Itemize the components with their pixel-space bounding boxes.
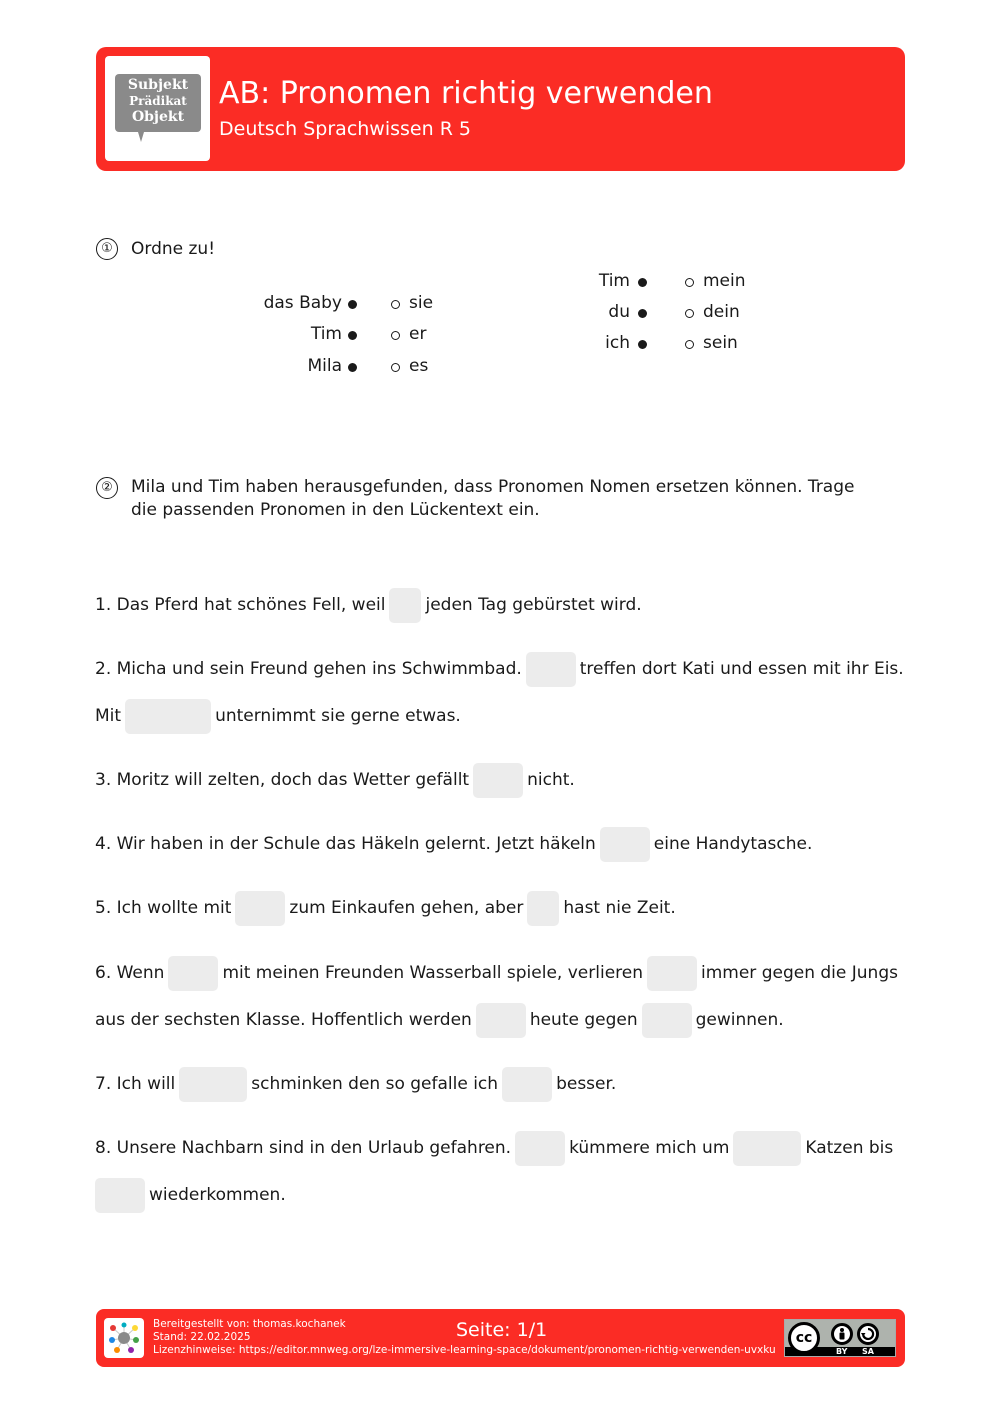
footer-provided-by: Bereitgestellt von: thomas.kochanek [153,1318,346,1330]
network-logo-icon [104,1318,144,1358]
gap-sentence-5: 5. Ich wollte mit zum Einkaufen gehen, aber hast nie Zeit. [95,890,676,926]
match-right-item: es [409,356,429,376]
gap-input[interactable] [515,1131,565,1166]
gap-input[interactable] [600,827,650,862]
match-right-item: er [409,324,427,344]
page-title: AB: Pronomen richtig verwenden [219,76,713,111]
gap-input[interactable] [476,1003,526,1038]
footer-license-link[interactable]: Lizenzhinweise: https://editor.mnweg.org/lze-immersive-learning-space/dokument/pronomen-richtig-verwenden-uvxku [153,1344,776,1356]
match-right-item: sie [409,293,434,313]
worksheet-footer [96,1309,905,1367]
gap-sentence-3: 3. Moritz will zelten, doch das Wetter gefällt nicht. [95,762,575,798]
gap-input[interactable] [502,1067,552,1102]
gap-input[interactable] [473,763,523,798]
logo-line-1: Subjekt [127,77,189,93]
match-end-dot[interactable] [391,331,400,340]
page-subtitle: Deutsch Sprachwissen R 5 [219,118,472,140]
task-2-instruction-line-1: Mila und Tim haben herausgefunden, dass Pronomen Nomen ersetzen können. Trage [131,477,855,497]
gap-input[interactable] [527,891,559,926]
match-start-dot[interactable] [348,300,357,309]
gap-sentence-2b: Mit unternimmt sie gerne etwas. [95,698,461,734]
worksheet-header [96,47,905,171]
match-end-dot[interactable] [685,278,694,287]
match-left-item: das Baby [263,293,342,313]
match-start-dot[interactable] [638,340,647,349]
logo [105,56,210,161]
match-end-dot[interactable] [391,300,400,309]
match-left-item: ich [605,333,630,353]
gap-sentence-4: 4. Wir haben in der Schule das Häkeln gelernt. Jetzt häkeln eine Handytasche. [95,826,812,862]
gap-sentence-1: 1. Das Pferd hat schönes Fell, weil jeden Tag gebürstet wird. [95,587,642,623]
task-2-instruction-line-2: die passenden Pronomen in den Lückentext ein. [131,500,540,520]
match-right-item: mein [703,271,746,291]
match-left-item: Mila [307,356,342,376]
share-alike-icon [857,1323,879,1345]
cc-by-label: BY [836,1347,848,1356]
cc-icon: cc [788,1322,820,1354]
gap-input[interactable] [179,1067,247,1102]
match-end-dot[interactable] [685,340,694,349]
gap-sentence-8b: wiederkommen. [95,1177,286,1213]
match-left-item: Tim [598,271,630,291]
match-right-item: dein [703,302,740,322]
gap-input[interactable] [235,891,285,926]
gap-sentence-8a: 8. Unsere Nachbarn sind in den Urlaub gefahren. kümmere mich um Katzen bis [95,1130,893,1166]
footer-date: Stand: 22.02.2025 [153,1331,251,1343]
gap-sentence-6b: aus der sechsten Klasse. Hoffentlich werden heute gegen gewinnen. [95,1002,784,1038]
task-1-instruction: Ordne zu! [131,239,216,259]
match-right-item: sein [703,333,738,353]
page-number: Seite: 1/1 [456,1319,548,1341]
match-end-dot[interactable] [685,309,694,318]
gap-input[interactable] [168,956,218,991]
task-number-2: ② [96,477,118,499]
match-start-dot[interactable] [348,363,357,372]
match-start-dot[interactable] [638,278,647,287]
match-start-dot[interactable] [348,331,357,340]
match-left-item: du [608,302,630,322]
speech-bubble-logo [115,74,201,132]
logo-line-3: Objekt [131,109,185,125]
gap-input[interactable] [95,1178,145,1213]
attribution-icon [831,1323,853,1345]
gap-input[interactable] [526,652,576,687]
gap-input[interactable] [733,1131,801,1166]
gap-input[interactable] [125,699,211,734]
cc-by-sa-license-badge[interactable] [784,1319,896,1357]
logo-line-2: Prädikat [129,94,187,108]
gap-input[interactable] [642,1003,692,1038]
match-start-dot[interactable] [638,309,647,318]
match-end-dot[interactable] [391,363,400,372]
task-number-1: ① [96,238,118,260]
match-left-item: Tim [310,324,342,344]
cc-sa-label: SA [862,1347,874,1356]
gap-sentence-6a: 6. Wenn mit meinen Freunden Wasserball spiele, verlieren immer gegen die Jungs [95,955,898,991]
gap-sentence-2a: 2. Micha und sein Freund gehen ins Schwimmbad. treffen dort Kati und essen mit ihr Eis. [95,651,904,687]
gap-sentence-7: 7. Ich will schminken den so gefalle ich besser. [95,1066,616,1102]
gap-input[interactable] [647,956,697,991]
speech-bubble-tail [138,132,144,142]
gap-input[interactable] [389,588,421,623]
